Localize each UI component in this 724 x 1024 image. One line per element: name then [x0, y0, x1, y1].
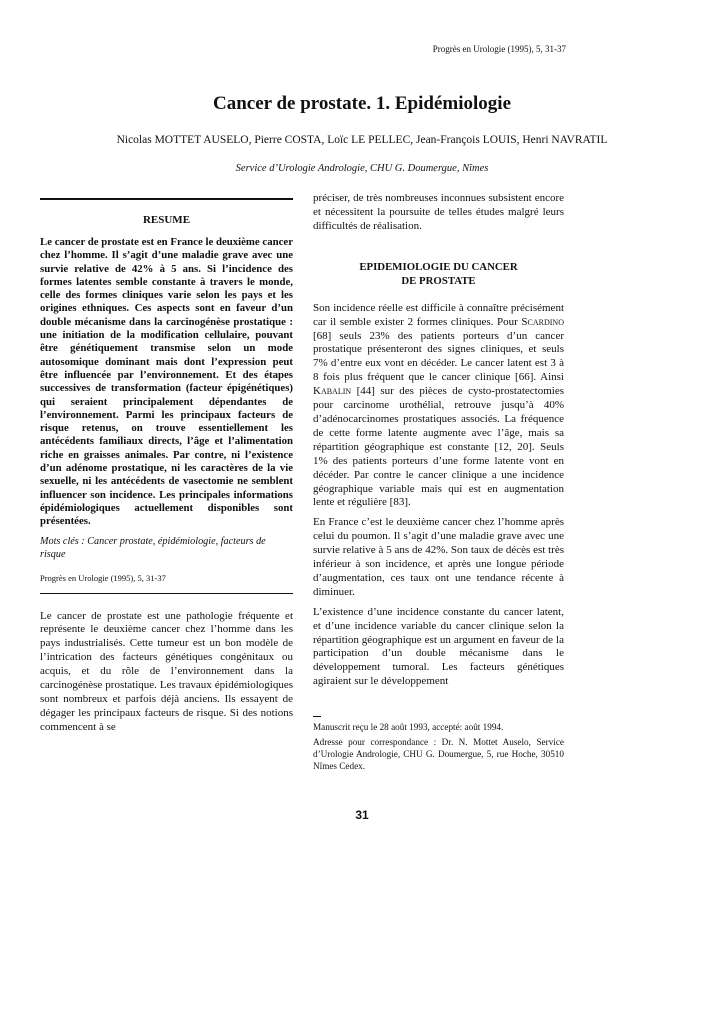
- intro-paragraph-continued: préciser, de très nombreuses inconnues subsistent encore et nécessitent la poursuite de telles études malgré leurs difficultés de réalisation.: [313, 192, 564, 232]
- incidence-text-b: [68] seuls 23% des patients porteurs d’un cancer prostatique présenteront des signes cliniques, et seuls 7% d’entre eux vont en décéder. Le cancer latent est 3 à 8 fois plus fréquent que le cancer clinique [66]. Ainsi: [313, 329, 564, 384]
- abstract-bottom-rule: [40, 593, 293, 594]
- article-title: Cancer de prostate. 1. Epidémiologie: [213, 93, 511, 114]
- incidence-text-a: Son incidence réelle est difficile à connaître précisément car il semble exister 2 formes cliniques. Pour: [313, 301, 564, 328]
- right-column: [313, 192, 564, 695]
- author-citation-kabalin: Kabalin: [313, 385, 352, 398]
- section-heading-line-1: EPIDEMIOLOGIE DU CANCER: [359, 260, 518, 273]
- footnote-address: Adresse pour correspondance : Dr. N. Mottet Auselo, Service d’Urologie Andrologie, CHU G. Doumergue, 5, rue Hoche, 30510 Nîmes Cedex.: [313, 737, 564, 771]
- abstract-text: Le cancer de prostate est en France le deuxième cancer chez l’homme. Il s’agit d’une maladie grave avec une survie relative de 42% à 5 ans. Si l’incidence des formes latentes semble constante à travers le monde, celle des formes cliniques varie selon les pays et les origines ethniques. Ces aspects sont en faveur d’un double mécanisme dans la carcinogénèse prostatique : une initiation de la modification cellulaire, pouvant être génétiquement transmise selon un mode autosomique dominant mais dont l’expression peut être influencée par l’environnement. Et des étapes successives de transformation (facteur épigénétiques) qui seraient principalement dépendantes de l’environnement. Parmi les principaux facteurs de risque retenus, on trouve essentiellement les antécédents familiaux directs, l’âge et l’alimentation riche en graisses animales. Par contre, ni l’existence d’un adénome prostatique, ni les caractères de la vie sexuelle, ni les antécédents de vasectomie ne semblent influencer son incidence. Les principales informations épidémiologiques actuellement disponibles sont présentées.: [40, 236, 293, 528]
- abstract-heading: RESUME: [142, 214, 191, 226]
- footnotes: [313, 716, 564, 775]
- left-column: [40, 198, 293, 741]
- abstract-top-rule: [40, 198, 293, 200]
- section-heading-line-2: DE PROSTATE: [401, 274, 476, 287]
- page-number: 31: [355, 808, 369, 822]
- journal-reference: Progrès en Urologie (1995), 5, 31-37: [432, 44, 566, 54]
- footnote-received: Manuscrit reçu le 28 août 1993, accepté: août 1994.: [313, 722, 504, 732]
- affiliation: Service d’Urologie Andrologie, CHU G. Doumergue, Nîmes: [235, 163, 489, 174]
- section-heading: [313, 260, 564, 288]
- incidence-text-c: [44] sur des pièces de cysto-prostatectomies pour carcinome urothélial, retrouve jusqu’à 40% d’adénocarcinomes prostatiques associés. La fréquence de cette forme latente augmente avec l’âge, mais sa répartition géographique est constante [12, 20]. Seuls 1% des patients porteurs d’une forme latente vont en décéder. Par contre le cancer clinique a une incidence géographique variable mais qui est en augmentation lente et régulière [83].: [313, 385, 565, 509]
- france-paragraph: En France c’est le deuxième cancer chez l’homme après celui du poumon. Il s’agit d’une maladie grave avec une survie relative à 5 ans de 42%. Son taux de décès est très inférieur à son incidence, et après une longue période d’augmentation, ces taux ont une tendance récente à diminuer.: [313, 516, 564, 598]
- intro-paragraph: Le cancer de prostate est une pathologie fréquente et représente le deuxième cancer chez l’homme dans les pays industrialisés. Cette tumeur est un bon modèle de l’intrication des facteurs génétiques congénitaux ou acquis, et du rôle de l’environnement dans la carcinogénèse prostatique. Les travaux épidémiologiques sont nombreux et parfois déjà anciens. Ils essayent de dégager les principaux facteurs de risque. Si des notions commencent à se: [40, 609, 293, 733]
- author-citation-scardino: Scardino: [521, 315, 564, 328]
- incidence-paragraph: [313, 302, 564, 511]
- footnote-rule: [313, 716, 321, 717]
- mechanism-paragraph: L’existence d’une incidence constante du cancer latent, et d’une incidence variable du cancer clinique selon la répartition géographique est un argument en faveur de la participation d’un double mécanisme dans le développement tumoral. Les facteurs génétiques agiraient sur le développement: [313, 605, 564, 688]
- author-list: Nicolas MOTTET AUSELO, Pierre COSTA, Loïc LE PELLEC, Jean-François LOUIS, Henri NAVRATIL: [116, 134, 608, 146]
- keywords: Mots clés : Cancer prostate, épidémiologie, facteurs de risque: [40, 535, 266, 560]
- abstract-journal-reference: Progrès en Urologie (1995), 5, 31-37: [40, 572, 166, 583]
